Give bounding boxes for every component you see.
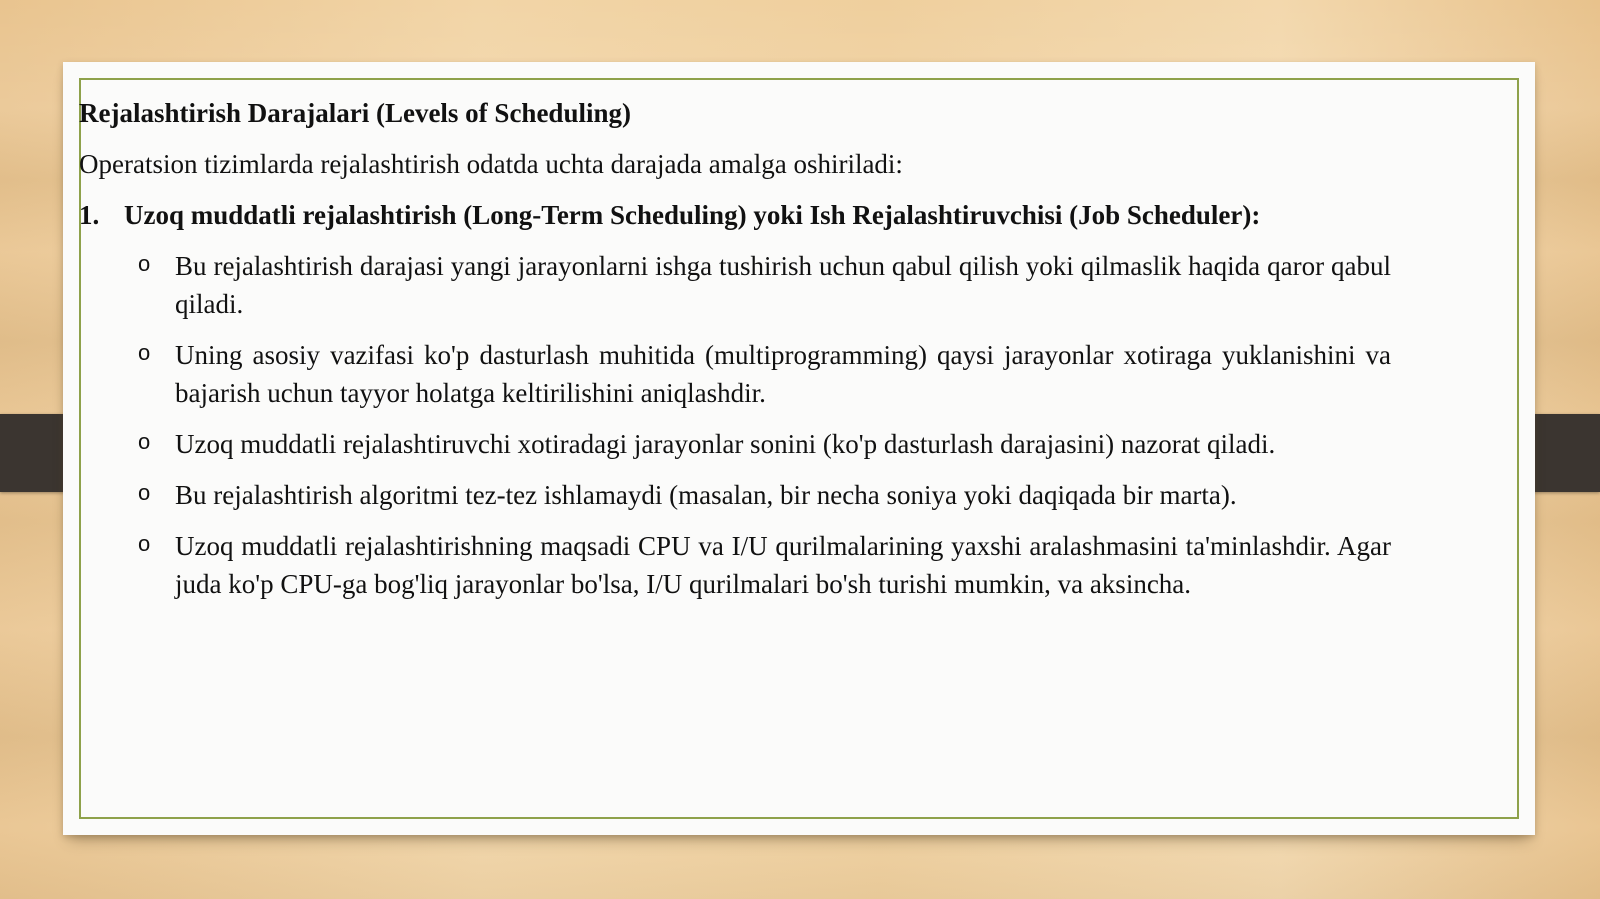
list-item (79, 476, 1391, 514)
numbered-item-text: Uzoq muddatli rejalashtirish (Long-Term Scheduling) yoki Ish Rejalashtiruvchisi (Job Scheduler): (124, 200, 1261, 230)
bullet-text: Bu rejalashtirish algoritmi tez-tez ishlamaydi (masalan, bir necha soniya yoki daqiqada bir marta). (175, 480, 1237, 510)
bullet-text: Bu rejalashtirish darajasi yangi jarayonlarni ishga tushirish uchun qabul qilish yoki qilmaslik haqida qaror qabul qiladi. (175, 251, 1391, 319)
bullet-marker-icon: o (138, 340, 151, 365)
bullet-marker-icon: o (138, 531, 151, 556)
bullet-marker-icon: o (138, 251, 151, 276)
list-item (79, 247, 1391, 323)
bullet-text: Uzoq muddatli rejalashtirishning maqsadi CPU va I/U qurilmalarining yaxshi aralashmasini ta'minlashdir. Agar juda ko'p CPU-ga bog'liq jarayonlar bo'lsa, I/U qurilmalari bo'sh turishi mumkin, va aksincha. (175, 531, 1391, 599)
bullet-list (79, 247, 1391, 603)
list-item (79, 425, 1391, 463)
list-item (79, 336, 1391, 412)
slide-title: Rejalashtirish Darajalari (Levels of Scheduling) (79, 98, 631, 128)
bullet-marker-icon: o (138, 429, 151, 454)
bullet-text: Uning asosiy vazifasi ko'p dasturlash muhitida (multiprogramming) qaysi jarayonlar xotiraga yuklanishini va bajarish uchun tayyor holatga keltirilishini aniqlashdir. (175, 340, 1391, 408)
numbered-item-number: 1. (79, 200, 100, 230)
list-item (79, 527, 1391, 603)
bullet-text: Uzoq muddatli rejalashtiruvchi xotiradagi jarayonlar sonini (ko'p dasturlash darajasini) nazorat qiladi. (175, 429, 1276, 459)
intro-paragraph: Operatsion tizimlarda rejalashtirish odatda uchta darajada amalga oshiriladi: (79, 149, 903, 179)
bullet-marker-icon: o (138, 480, 151, 505)
numbered-item (79, 196, 1391, 234)
slide-content (79, 94, 1391, 616)
